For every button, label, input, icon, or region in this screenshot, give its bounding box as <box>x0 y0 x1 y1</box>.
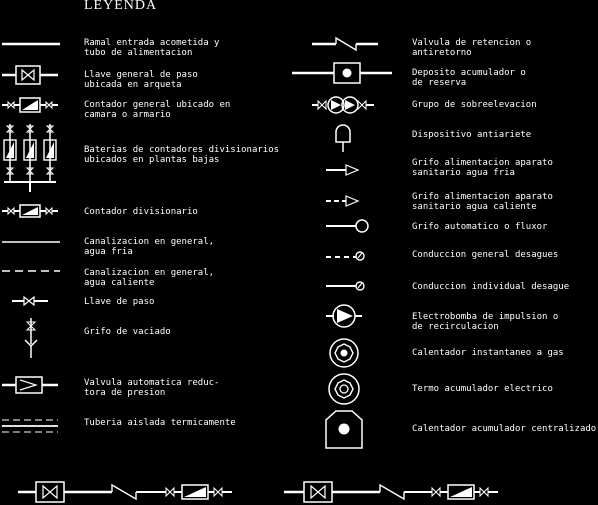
label-conduccion-general: Conduccion general desagues <box>412 250 559 260</box>
label-canalizacion-fria: Canalizacion en general, agua fria <box>84 237 215 257</box>
flush-valve-icon <box>326 220 368 232</box>
cold-tap-arrow-icon <box>326 165 358 175</box>
label-grifo-agua-caliente: Grifo alimentacion aparato sanitario agua caliente <box>412 192 553 212</box>
water-hammer-arrestor-icon <box>336 125 350 152</box>
hot-tap-arrow-icon <box>326 196 358 206</box>
booster-pump-group-icon <box>312 97 374 113</box>
instant-heater-icon <box>330 339 358 367</box>
insulated-pipe-icon <box>2 420 58 432</box>
pressure-reducing-valve-icon <box>2 377 58 393</box>
drain-valve-icon <box>25 318 37 358</box>
label-contador-general: Contador general ubicado en camara o armario <box>84 100 231 120</box>
label-termo-acumulador: Termo acumulador electrico <box>412 384 553 394</box>
label-llave-general: Llave general de paso ubicada en arqueta <box>84 70 198 90</box>
label-canalizacion-caliente: Canalizacion en general, agua caliente <box>84 268 215 288</box>
general-drain-icon <box>326 252 364 260</box>
meter-battery-icon <box>4 124 56 192</box>
label-calentador-centralizado: Calentador acumulador centralizado <box>412 424 597 434</box>
label-baterias-contadores: Baterias de contadores divisionarios ubicados en plantas bajas <box>84 145 280 165</box>
bottom-assembly-right <box>284 482 498 502</box>
label-ramal-entrada: Ramal entrada acometida y tubo de alimentacion <box>84 38 220 58</box>
electric-water-heater-icon <box>329 374 359 404</box>
label-valvula-retencion: Valvula de retencion o antiretorno <box>412 38 532 58</box>
label-contador-divisionario: Contador divisionario <box>84 207 198 217</box>
legend-title: LEYENDA <box>84 0 158 13</box>
label-grifo-agua-fria: Grifo alimentacion aparato sanitario agua fria <box>412 158 553 178</box>
stop-valve-icon <box>12 297 48 305</box>
label-conduccion-individual: Conduccion individual desague <box>412 282 570 292</box>
storage-tank-icon <box>292 63 392 83</box>
bottom-assembly-left <box>18 482 232 502</box>
individual-drain-icon <box>326 282 364 290</box>
central-boiler-icon <box>326 411 362 448</box>
label-deposito-acumulador: Deposito acumulador o de reserva <box>412 68 526 88</box>
circulation-pump-icon <box>326 305 362 327</box>
label-electrobomba: Electrobomba de impulsion o de recirculacion <box>412 312 559 332</box>
divisional-meter-icon <box>2 205 58 217</box>
label-grifo-fluxor: Grifo automatico o fluxor <box>412 222 548 232</box>
label-dispositivo-antiariete: Dispositivo antiariete <box>412 130 532 140</box>
label-calentador-instantaneo: Calentador instantaneo a gas <box>412 348 564 358</box>
main-valve-box-icon <box>2 66 58 84</box>
label-valvula-reductora: Valvula automatica reduc- tora de presion <box>84 378 220 398</box>
label-tuberia-aislada: Tuberia aislada termicamente <box>84 418 236 428</box>
general-meter-icon <box>2 98 58 112</box>
check-valve-icon <box>312 38 378 50</box>
label-grupo-sobreelevacion: Grupo de sobreelevacion <box>412 100 537 110</box>
label-llave-de-paso: Llave de paso <box>84 297 155 307</box>
label-grifo-vaciado: Grifo de vaciado <box>84 327 171 337</box>
